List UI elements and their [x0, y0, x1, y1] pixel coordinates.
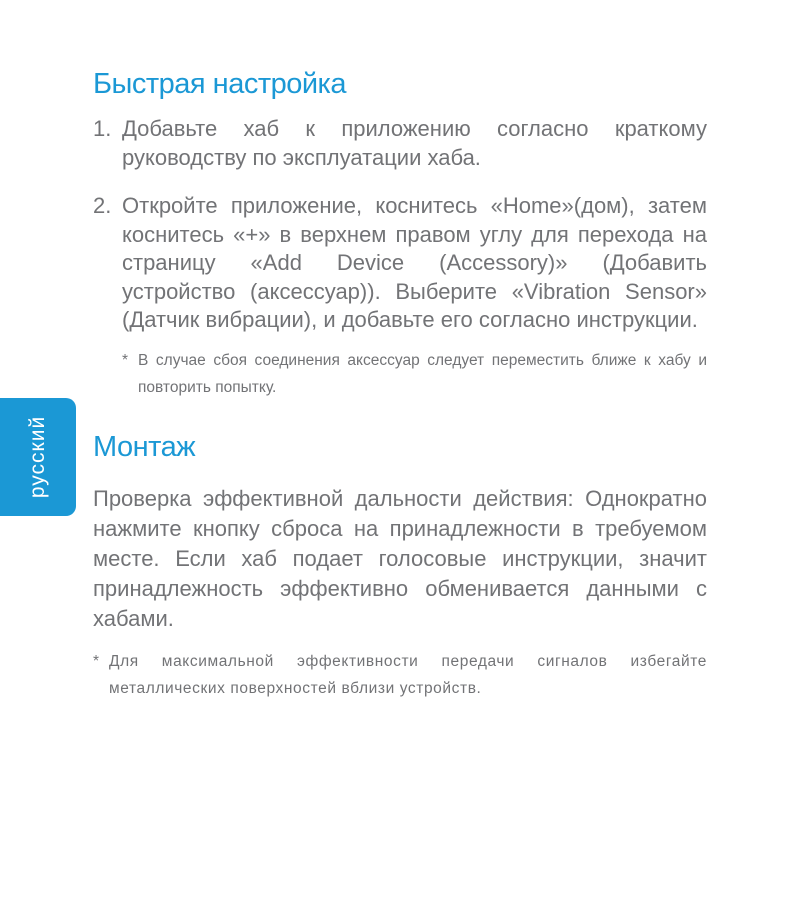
- language-tab-label: русский: [26, 415, 49, 499]
- manual-page-content: [93, 68, 707, 702]
- language-tab: [0, 398, 76, 516]
- step-number: 1.: [93, 116, 112, 141]
- signal-note: [93, 648, 707, 702]
- note-asterisk: *: [122, 351, 129, 369]
- setup-steps-list: [93, 115, 707, 335]
- connection-note: [122, 347, 707, 401]
- setup-step-1: [93, 115, 707, 172]
- step-text: Добавьте хаб к приложению согласно краткому руководству по эксплуатации хаба.: [122, 116, 707, 170]
- mounting-heading: Монтаж: [93, 430, 196, 463]
- signal-note-text: Для максимальной эффективности передачи сигналов избегайте металлических поверхностей вблизи устройств.: [109, 652, 707, 697]
- step-text: Откройте приложение, коснитесь «Home»(дом), затем коснитесь «+» в верхнем правом углу для перехода на страницу «Add Device (Accessory)» (Добавить устройство (аксессуар)). Выберите «Vibration Sensor» (Датчик вибрации), и добавьте его согласно инструкции.: [122, 193, 707, 332]
- step-number: 2.: [93, 193, 112, 218]
- mounting-paragraph: Проверка эффективной дальности действия: Однократно нажмите кнопку сброса на принадлежности в требуемом месте. Если хаб подает голосовые инструкции, значит принадлежность эффективно обменивается данными с хабами.: [93, 485, 707, 631]
- setup-step-2: [93, 192, 707, 335]
- connection-note-text: В случае сбоя соединения аксессуар следует переместить ближе к хабу и повторить попытку.: [138, 351, 707, 396]
- quick-setup-heading: Быстрая настройка: [93, 68, 347, 100]
- note-asterisk: *: [93, 652, 100, 670]
